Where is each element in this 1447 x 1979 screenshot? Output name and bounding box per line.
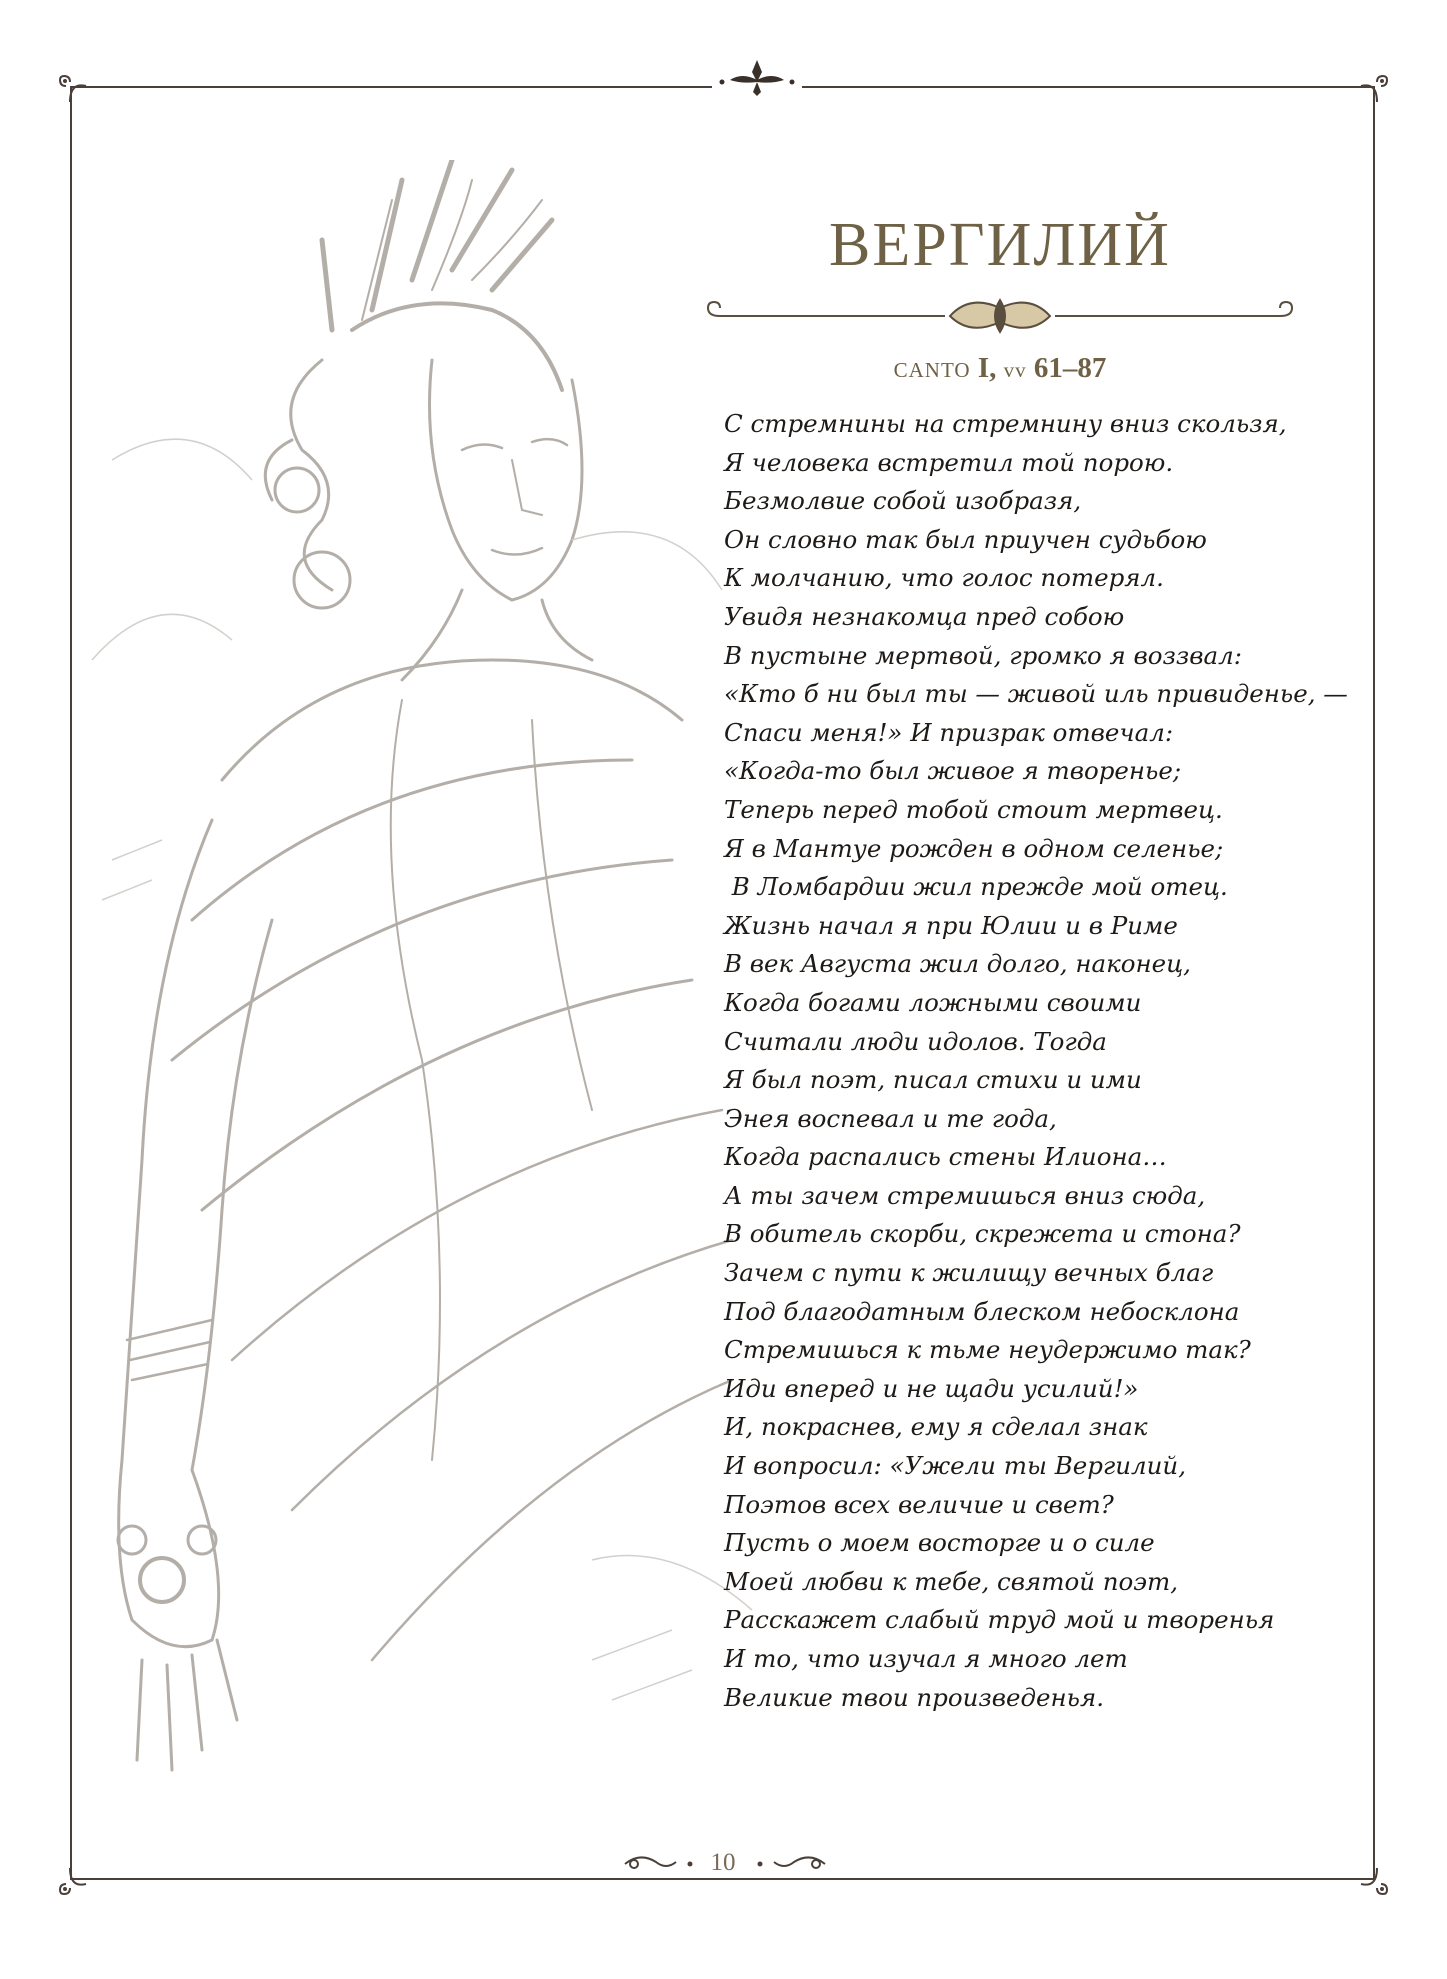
poem-line: Я в Мантуе рожден в одном селенье;	[724, 833, 1224, 863]
corner-flourish-icon	[1359, 1866, 1391, 1898]
poem-line: Стремишься к тьме неудержимо так?	[724, 1335, 1251, 1365]
poem-line: В обитель скорби, скрежета и стона?	[724, 1219, 1241, 1249]
poem-line: К молчанию, что голос потерял.	[724, 563, 1164, 593]
poem-line: Жизнь начал я при Юлии и в Риме	[724, 910, 1178, 940]
poem-line: Считали люди идолов. Тогда	[724, 1026, 1107, 1056]
poem-line: Теперь перед тобой стоит мертвец.	[724, 794, 1223, 824]
poem-line: Спаси меня!» И призрак отвечал:	[724, 717, 1174, 747]
canto-number: I,	[977, 352, 997, 384]
top-fleuron-icon	[712, 58, 802, 98]
corner-flourish-icon	[56, 72, 88, 104]
poem-line: Он словно так был приучен судьбою	[724, 524, 1207, 554]
title-divider-ornament-icon	[700, 288, 1300, 350]
poem-line: Увидя незнакомца пред собою	[724, 601, 1125, 631]
page-number: 10	[708, 1849, 738, 1877]
poem-line: С стремнины на стремнину вниз скользя,	[724, 409, 1287, 438]
poem-line: Великие твои произведенья.	[724, 1682, 1105, 1712]
poem-line: В пустыне мертвой, громко я воззвал:	[724, 640, 1242, 670]
verses-range: 61–87	[1033, 352, 1107, 384]
poem-line: В Ломбардии жил прежде мой отец.	[724, 872, 1228, 902]
poem-text	[724, 405, 1348, 1717]
poem-line: В век Августа жил долго, наконец,	[724, 949, 1191, 979]
poem-line: «Кто б ни был ты — живой иль привиденье, —	[724, 679, 1348, 709]
poem-line: Иди вперед и не щади усилий!»	[724, 1373, 1139, 1403]
poem-line: И, покраснев, ему я сделал знак	[724, 1412, 1148, 1442]
corner-flourish-icon	[56, 1866, 88, 1898]
poem-line: Поэтов всех величие и свет?	[724, 1489, 1114, 1519]
poem-line: Пусть о моем восторге и о силе	[724, 1528, 1155, 1558]
poem-line: И то, что изучал я много лет	[724, 1644, 1128, 1673]
canto-reference	[700, 352, 1300, 385]
poem-line: Я был поэт, писал стихи и ими	[724, 1065, 1142, 1095]
poem-line: Когда богами ложными своими	[724, 987, 1142, 1017]
poem-line: Энея воспевал и те года,	[724, 1103, 1057, 1133]
poem-line: Когда распались стены Илиона…	[724, 1142, 1167, 1172]
poem-line: И вопросил: «Ужели ты Вергилий,	[724, 1451, 1186, 1481]
poem-line: Безмолвие собой изобразя,	[724, 486, 1082, 516]
poem-line: «Когда-то был живое я творенье;	[724, 756, 1182, 786]
canto-word: CANTO	[893, 358, 971, 382]
poem-line: Я человека встретил той порою.	[724, 447, 1174, 477]
page-title: ВЕРГИЛИЙ	[829, 211, 1171, 279]
poem-line: Зачем с пути к жилищу вечных благ	[724, 1258, 1214, 1288]
poem-line: Под благодатным блеском небосклона	[724, 1296, 1240, 1326]
poem-line: Моей любви к тебе, святой поэт,	[724, 1566, 1179, 1596]
verses-word: vv	[1003, 358, 1027, 382]
poem-line: Расскажет слабый труд мой и творенья	[724, 1605, 1275, 1635]
corner-flourish-icon	[1359, 72, 1391, 104]
poem-line: А ты зачем стремишься вниз сюда,	[724, 1180, 1206, 1210]
